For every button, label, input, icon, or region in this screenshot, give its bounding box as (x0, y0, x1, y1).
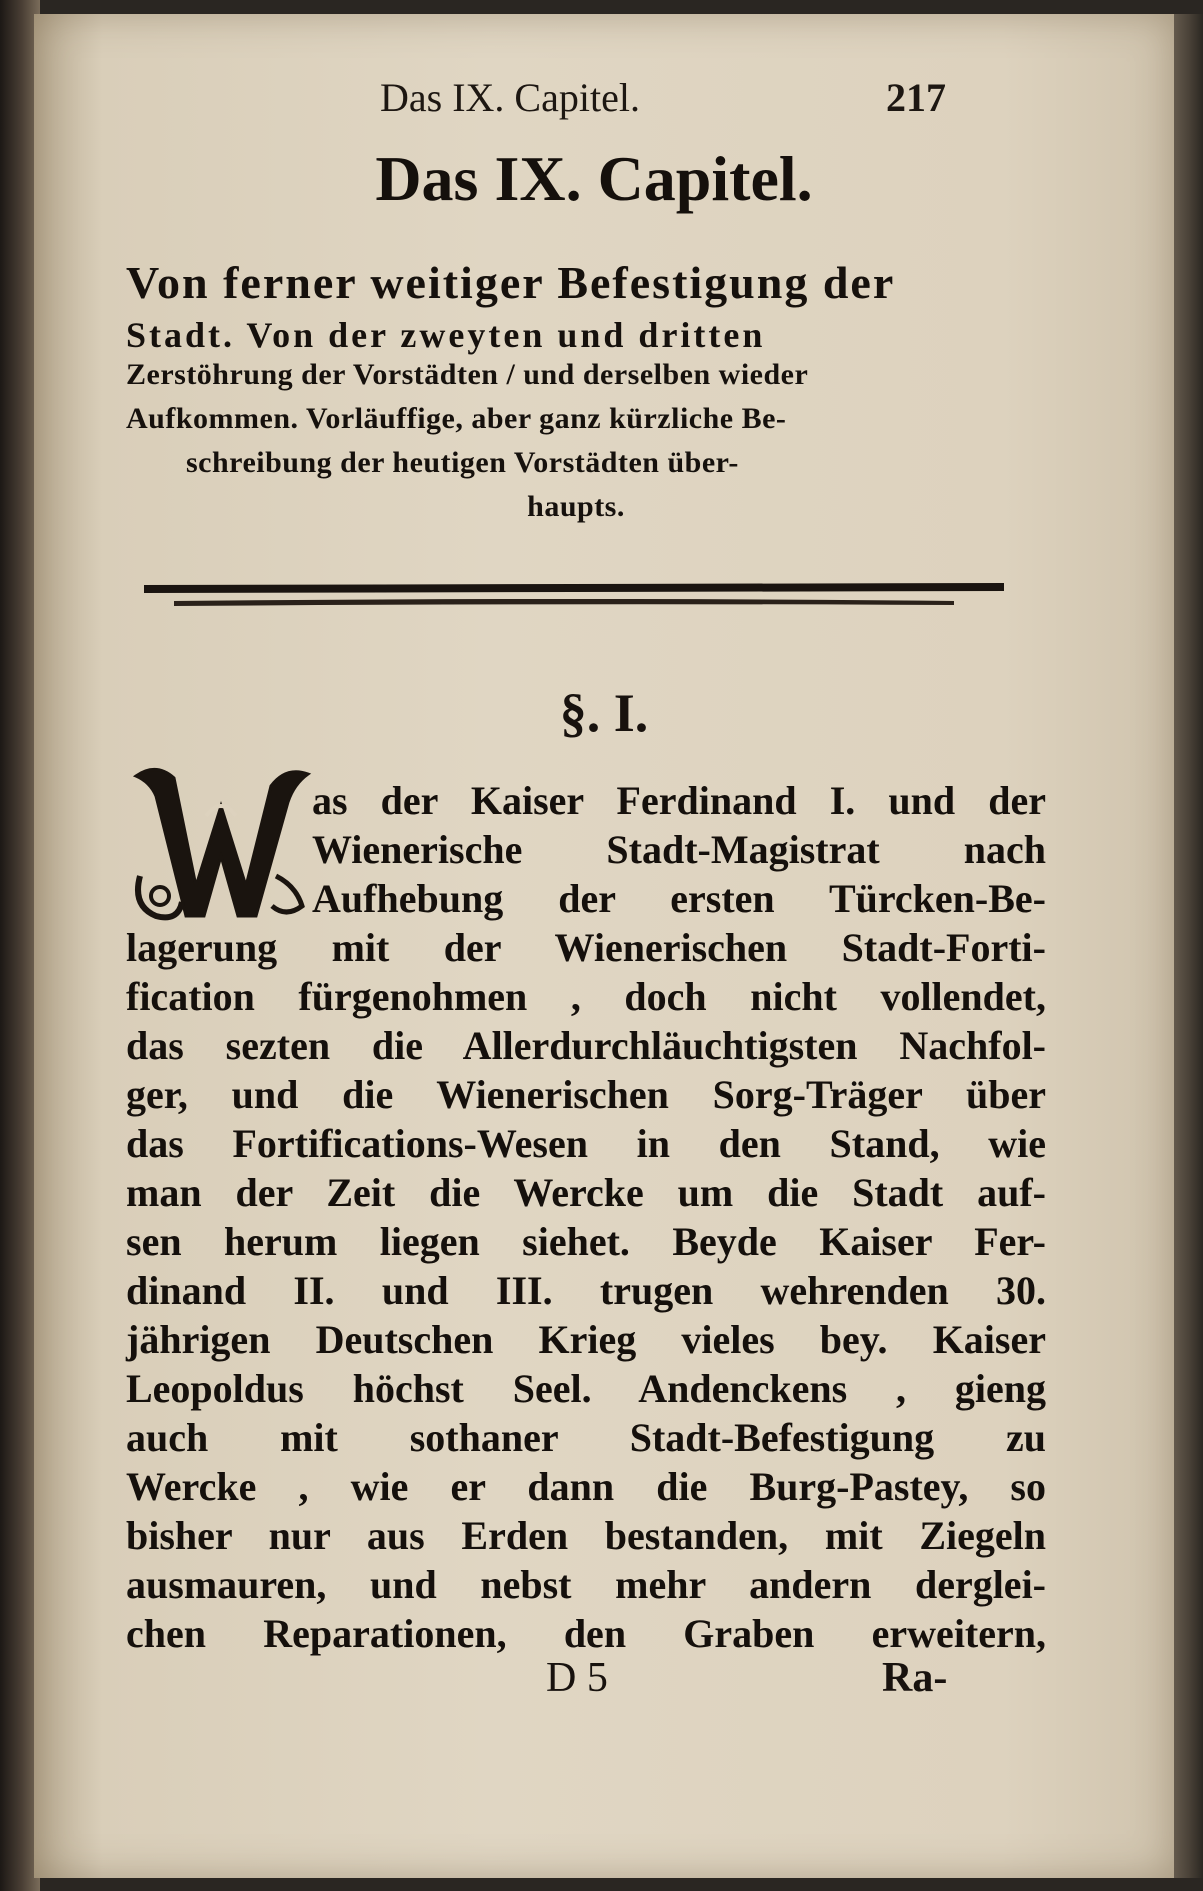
body-line: as der Kaiser Ferdinand I. und der (312, 778, 1046, 823)
decorative-rule (144, 579, 1004, 613)
body-line: sen herum liegen siehet. Beyde Kaiser Fer- (126, 1219, 1046, 1264)
body-line: chen Reparationen, den Graben erweitern, (126, 1611, 1046, 1656)
summary-line: haupts. (527, 490, 625, 523)
summary-line: schreibung der heutigen Vorstädten über- (186, 446, 739, 479)
body-line: Aufhebung der ersten Türcken-Be- (312, 876, 1046, 921)
body-line: bisher nur aus Erden bestanden, mit Ziegeln (126, 1513, 1046, 1558)
body-line: das Fortifications-Wesen in den Stand, wie (126, 1121, 1046, 1166)
body-line: jährigen Deutschen Krieg vieles bey. Kaiser (126, 1317, 1046, 1362)
body-paragraph (126, 776, 1046, 1658)
catchword: Ra- (882, 1655, 948, 1701)
body-line: das sezten die Allerdurchläuchtigsten Nachfol- (126, 1023, 1046, 1068)
chapter-summary (126, 256, 1046, 534)
running-head (34, 74, 1174, 134)
body-line: fication fürgenohmen , doch nicht vollendet, (126, 974, 1046, 1019)
section-heading: §. I. (559, 683, 649, 743)
body-line: lagerung mit der Wienerischen Stadt-Forti- (126, 925, 1046, 970)
body-line: Wercke , wie er dann die Burg-Pastey, so (126, 1464, 1046, 1509)
summary-line: Von ferner weitiger Befestigung der (126, 257, 896, 308)
body-line: ausmauren, und nebst mehr andern derglei- (126, 1562, 1046, 1607)
summary-line: Aufkommen. Vorläuffige, aber ganz kürzliche Be- (126, 402, 787, 435)
summary-line: Stadt. Von der zweyten und dritten (126, 315, 766, 355)
page-number: 217 (886, 75, 946, 120)
summary-line: Zerstöhrung der Vorstädten / und derselben wieder (126, 358, 809, 391)
running-head-title: Das IX. Capitel. (380, 75, 640, 120)
chapter-title: Das IX. Capitel. (375, 143, 813, 214)
body-line: dinand II. und III. trugen wehrenden 30. (126, 1268, 1046, 1313)
book-page (34, 14, 1174, 1878)
body-line: ger, und die Wienerischen Sorg-Träger über (126, 1072, 1046, 1117)
body-line: Leopoldus höchst Seel. Andenckens , gieng (126, 1366, 1046, 1411)
body-line: man der Zeit die Wercke um die Stadt auf- (126, 1170, 1046, 1215)
body-line: Wienerische Stadt-Magistrat nach (312, 827, 1046, 872)
body-line: auch mit sothaner Stadt-Befestigung zu (126, 1415, 1046, 1460)
signature-mark: D 5 (546, 1655, 608, 1701)
page-footer (34, 1654, 1174, 1714)
